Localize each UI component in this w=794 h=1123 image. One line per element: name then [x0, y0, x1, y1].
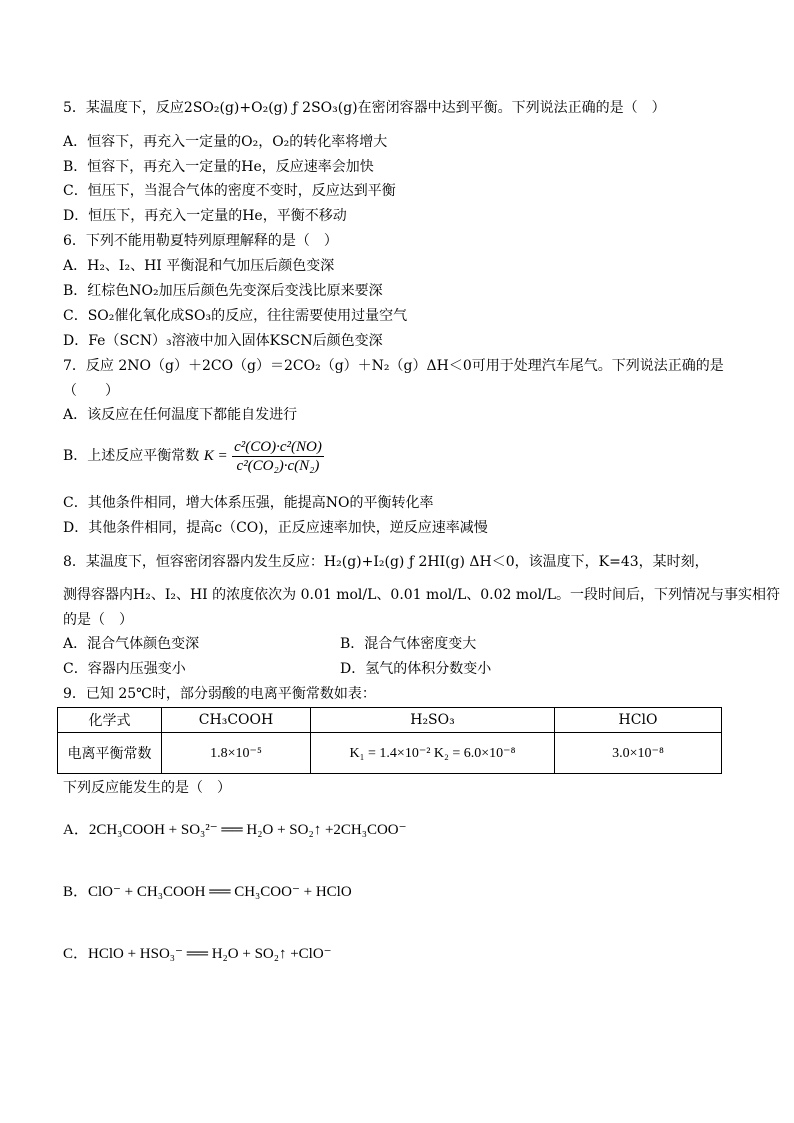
q6-option-c: C．SO₂催化氧化成SO₃的反应，往往需要使用过量空气: [63, 308, 408, 324]
q7-option-b: [63, 436, 324, 476]
q6-option-d: D．Fe（SCN）₃溶液中加入固体KSCN后颜色变深: [63, 333, 383, 349]
q9-option-b: B．ClO⁻ + CH₃COOH ══ CH₃COO⁻ + HClO: [63, 884, 352, 900]
q7-option-c: C．其他条件相同，增大体系压强，能提高NO的平衡转化率: [63, 495, 434, 511]
q8-option-d: D．氢气的体积分数变小: [340, 661, 492, 677]
q8-stem-line3: 的是（ ）: [63, 612, 133, 628]
q8-stem: 8．某温度下，恒容密闭容器内发生反应：H₂(g)+I₂(g) ƒ 2HI(g) ΔH＜0，该温度下，K=43，某时刻，: [63, 554, 709, 570]
fraction-denominator: c²(CO₂)·c(N₂): [236, 457, 320, 474]
q8-option-c: C．容器内压强变小: [63, 661, 186, 677]
q5-option-c: C．恒压下，当混合气体的密度不变时，反应达到平衡: [63, 183, 396, 199]
table-cell: K₁ = 1.4×10⁻² K₂ = 6.0×10⁻⁸: [311, 733, 555, 774]
q5-option-a: A．恒容下，再充入一定量的O₂，O₂的转化率将增大: [63, 134, 388, 150]
q7-stem: 7．反应 2NO（g）＋2CO（g）＝2CO₂（g）＋N₂（g）ΔH＜0可用于处理汽车尾气。下列说法正确的是: [63, 358, 724, 374]
q5-option-b: B．恒容下，再充入一定量的He，反应速率会加快: [63, 159, 374, 175]
q6-stem: 6．下列不能用勒夏特列原理解释的是（ ）: [63, 233, 338, 249]
q8-stem-line2: 测得容器内H₂、I₂、HI 的浓度依次为 0.01 mol/L、0.01 mol/L、0.02 mol/L。一段时间后，下列情况与事实相符: [63, 587, 781, 603]
q6-option-a: A．H₂、I₂、HI 平衡混和气加压后颜色变深: [63, 258, 335, 274]
fraction-numerator: c²(CO)·c²(NO): [234, 438, 322, 455]
q9-option-a: A．2CH₃COOH + SO₃²⁻ ══ H₂O + SO₂↑ +2CH₃COO⁻: [63, 822, 407, 838]
q7-stem-blank: （ ）: [63, 383, 119, 399]
ionization-constant-table: [57, 707, 722, 774]
table-header-cell: HClO: [555, 708, 722, 733]
table-header-cell: CH₃COOH: [162, 708, 311, 733]
q9-stem: 9．已知 25℃时，部分弱酸的电离平衡常数如表：: [63, 686, 376, 702]
table-header-cell: 化学式: [58, 708, 162, 733]
table-header-row: [58, 708, 722, 733]
equilibrium-constant-symbol: K =: [203, 448, 228, 464]
q9-prompt: 下列反应能发生的是（ ）: [63, 780, 231, 796]
q6-option-b: B．红棕色NO₂加压后颜色先变深后变浅比原来要深: [63, 283, 383, 299]
table-row: [58, 733, 722, 774]
q7-option-a: A．该反应在任何温度下都能自发进行: [63, 407, 298, 423]
equilibrium-constant-fraction: [232, 438, 324, 475]
q7-option-d: D．其他条件相同，提高c（CO)，正反应速率加快，逆反应速率减慢: [63, 520, 488, 536]
q8-option-a: A．混合气体颜色变深: [63, 636, 200, 652]
q5-stem: 5．某温度下，反应2SO₂(g)+O₂(g) ƒ 2SO₃(g)在密闭容器中达到平衡。下列说法正确的是（ ）: [63, 100, 666, 116]
table-cell: 3.0×10⁻⁸: [555, 733, 722, 774]
table-cell: 1.8×10⁻⁵: [162, 733, 311, 774]
q5-option-d: D．恒压下，再充入一定量的He，平衡不移动: [63, 208, 347, 224]
q8-option-b: B．混合气体密度变大: [340, 636, 477, 652]
q9-option-c: C．HClO + HSO₃⁻ ══ H₂O + SO₂↑ +ClO⁻: [63, 946, 332, 962]
table-cell: 电离平衡常数: [58, 733, 162, 774]
q7-option-b-prefix: B．上述反应平衡常数: [63, 448, 200, 464]
table-header-cell: H₂SO₃: [311, 708, 555, 733]
